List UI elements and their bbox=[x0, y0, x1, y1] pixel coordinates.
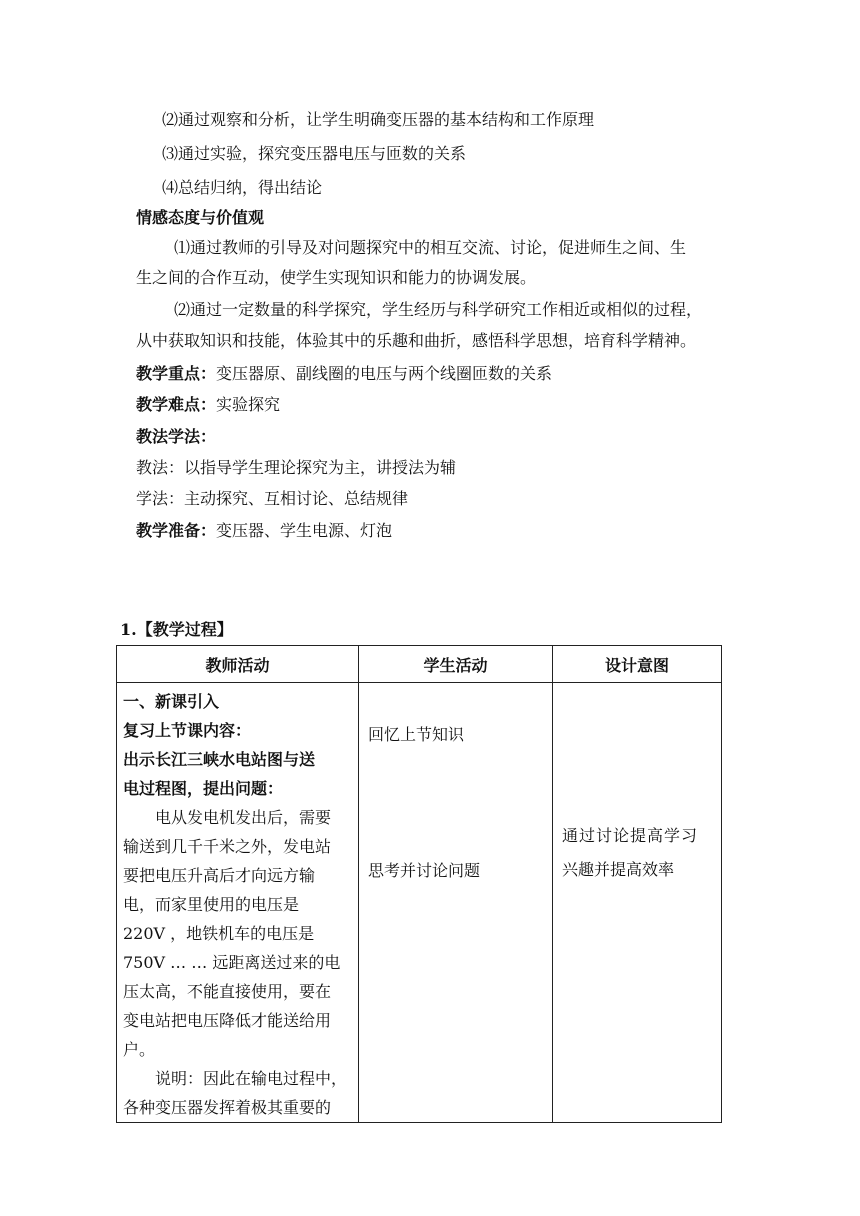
attitude-p1-line1: ⑴通过教师的引导及对问题探究中的相互交流、讨论，促进师生之间、生 bbox=[174, 238, 687, 257]
difficulty bbox=[136, 393, 280, 417]
student-activity-cell bbox=[359, 683, 553, 1123]
teacher-line: 各种变压器发挥着极其重要的 bbox=[123, 1098, 332, 1117]
key-point-text: 变压器原、副线圈的电压与两个线圈匝数的关系 bbox=[216, 364, 553, 383]
teacher-line: 输送到几千千米之外，发电站 bbox=[123, 837, 332, 856]
teacher-activity-cell bbox=[117, 683, 359, 1123]
methods-heading: 教法学法： bbox=[136, 427, 217, 446]
header-student: 学生活动 bbox=[359, 646, 553, 683]
preparation-label: 教学准备： bbox=[136, 521, 217, 540]
student-discuss: 思考并讨论问题 bbox=[368, 861, 481, 880]
preparation-text: 变压器、学生电源、灯泡 bbox=[216, 521, 393, 540]
student-recall: 回忆上节知识 bbox=[368, 725, 465, 744]
table-row bbox=[117, 683, 722, 1123]
process-title: 1.【教学过程】 bbox=[120, 620, 233, 639]
objective-item-3: ⑶通过实验，探究变压器电压与匝数的关系 bbox=[162, 144, 467, 163]
teacher-line: 750V … … 远距离送过来的电 bbox=[123, 953, 341, 972]
teacher-line: 出示长江三峡水电站图与送 bbox=[123, 750, 316, 769]
teacher-line: 电，而家里使用的电压是 bbox=[123, 895, 300, 914]
objective-item-2: ⑵通过观察和分析，让学生明确变压器的基本结构和工作原理 bbox=[162, 110, 595, 129]
teacher-line: 一、新课引入 bbox=[123, 692, 220, 711]
teacher-line: 户。 bbox=[123, 1040, 156, 1059]
attitude-heading: 情感态度与价值观 bbox=[136, 208, 265, 227]
key-point-label: 教学重点： bbox=[136, 364, 217, 383]
difficulty-text: 实验探究 bbox=[216, 395, 281, 414]
attitude-p2-line1: ⑵通过一定数量的科学探究，学生经历与科学研究工作相近或相似的过程， bbox=[174, 300, 703, 319]
teacher-line: 要把电压升高后才向远方输 bbox=[123, 866, 316, 885]
attitude-p2-line2: 从中获取知识和技能，体验其中的乐趣和曲折，感悟科学思想，培育科学精神。 bbox=[136, 331, 697, 350]
intent-line-2: 兴趣并提高效率 bbox=[562, 860, 675, 879]
teacher-line: 电从发电机发出后，需要 bbox=[155, 808, 332, 827]
teaching-method: 教法：以指导学生理论探究为主，讲授法为辅 bbox=[136, 458, 457, 477]
objective-item-4: ⑷总结归纳，得出结论 bbox=[162, 178, 323, 197]
teacher-line: 220V ，地铁机车的电压是 bbox=[123, 924, 315, 943]
preparation bbox=[136, 519, 392, 543]
key-point bbox=[136, 362, 552, 386]
difficulty-label: 教学难点： bbox=[136, 395, 217, 414]
intent-line-1: 通过讨论提高学习 bbox=[562, 826, 699, 845]
process-table bbox=[116, 645, 722, 1123]
header-intent: 设计意图 bbox=[553, 646, 722, 683]
attitude-p1-line2: 生之间的合作互动，使学生实现知识和能力的协调发展。 bbox=[136, 268, 537, 287]
learning-method: 学法：主动探究、互相讨论、总结规律 bbox=[136, 489, 409, 508]
design-intent-cell bbox=[553, 683, 722, 1123]
teacher-line: 变电站把电压降低才能送给用 bbox=[123, 1011, 332, 1030]
teacher-line: 压太高，不能直接使用，要在 bbox=[123, 982, 332, 1001]
teacher-line: 复习上节课内容： bbox=[123, 721, 252, 740]
table-header-row bbox=[117, 646, 722, 683]
header-teacher: 教师活动 bbox=[117, 646, 359, 683]
teacher-line: 电过程图，提出问题： bbox=[123, 779, 284, 798]
teacher-line: 说明：因此在输电过程中， bbox=[155, 1069, 348, 1088]
